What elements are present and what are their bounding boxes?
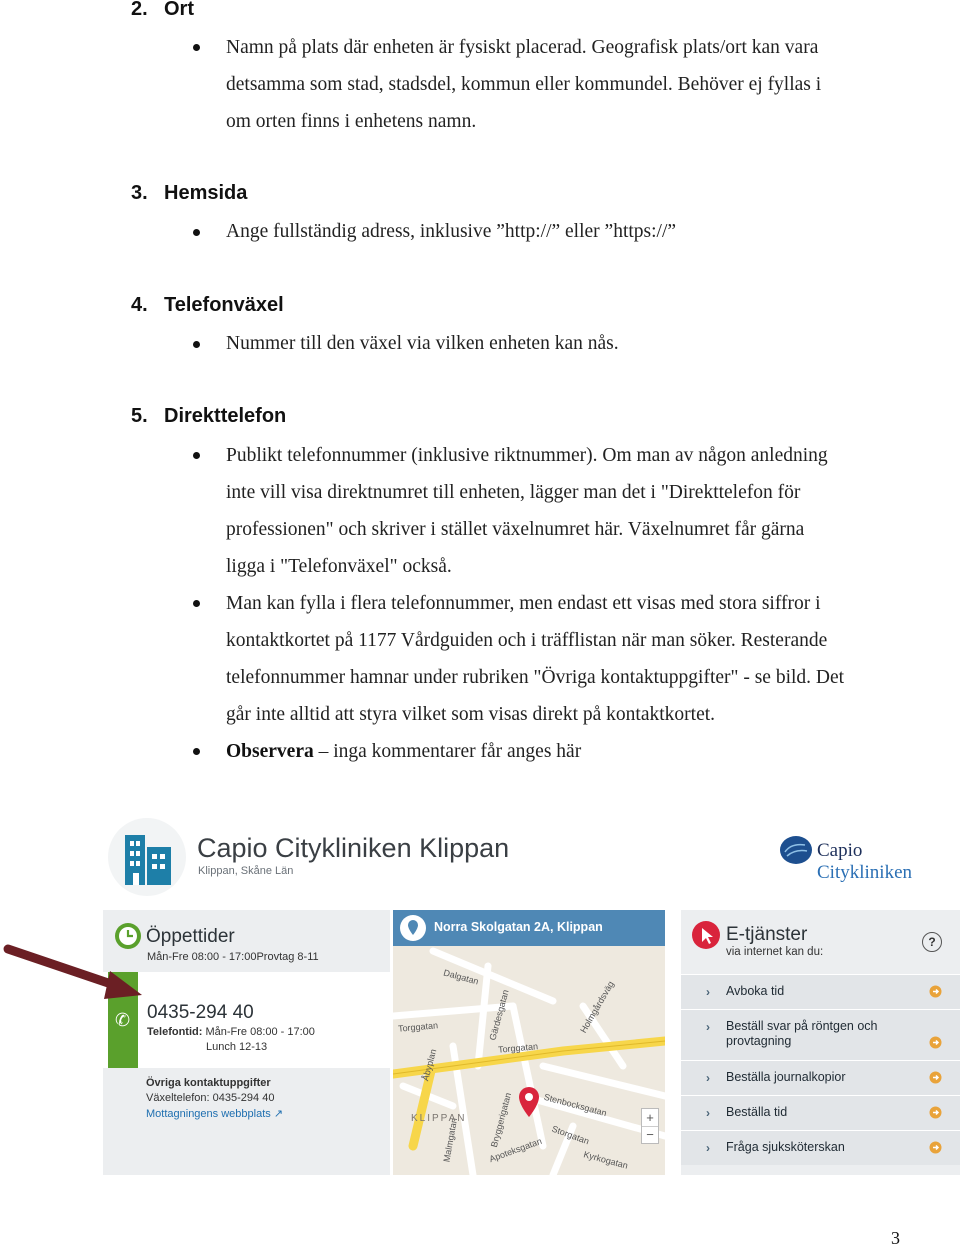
location-marker-icon[interactable] xyxy=(518,1086,540,1118)
phone-lunch: Lunch 12-13 xyxy=(206,1041,268,1053)
observera-bold: Observera xyxy=(226,741,314,762)
page-number: 3 xyxy=(891,1228,900,1248)
logo-capio: Capio xyxy=(817,840,863,861)
map-zoom-control xyxy=(641,1108,659,1144)
etjanst-label[interactable]: Avboka tid xyxy=(726,984,785,998)
website-link[interactable] xyxy=(146,1107,283,1120)
text-line: detsamma som stad, stadsdel, kommun eller kommundel. Behöver ej fyllas i xyxy=(226,74,822,95)
heading-number: 2. xyxy=(131,0,148,20)
chevron-right-icon: › xyxy=(706,1141,710,1155)
text-line: kontaktkortet på 1177 Vårdguiden och i träfflistan när man söker. Resterande xyxy=(226,630,828,651)
text-line: om orten finns i enhetens namn. xyxy=(226,111,477,132)
oppettider-hours: Mån-Fre 08:00 - 17:00Provtag 8-11 xyxy=(147,951,319,963)
text-line: telefonnummer hamnar under rubriken "Övriga kontaktuppgifter" - se bild. Det xyxy=(226,667,845,688)
bullet-dot xyxy=(193,44,200,51)
heading-number: 3. xyxy=(131,182,148,204)
heading-number: 4. xyxy=(131,294,148,316)
etjanst-label[interactable]: Beställa journalkopior xyxy=(726,1070,846,1084)
text-line: Man kan fylla i flera telefonnummer, men endast ett visas med stora siffror i xyxy=(226,593,821,614)
cursor-click-icon xyxy=(691,920,721,950)
phone-hours xyxy=(147,1026,315,1038)
text-line: professionen" och skriver i stället växelnumret här. Växelnumret får gärna xyxy=(226,519,805,540)
heading-title: Telefonväxel xyxy=(164,294,284,316)
clinic-card-screenshot xyxy=(103,810,960,1180)
bullet-dot xyxy=(193,748,200,755)
text-line: ligga i "Telefonväxel" också. xyxy=(226,556,452,577)
clinic-name: Capio Citykliniken Klippan xyxy=(197,833,510,863)
phone-icon: ✆ xyxy=(115,1010,131,1030)
etjanst-label[interactable]: Fråga sjuksköterskan xyxy=(726,1140,845,1154)
text-line: Namn på plats där enheten är fysiskt placerad. Geografisk plats/ort kan vara xyxy=(226,37,819,58)
street-label: Torggatan xyxy=(497,1041,539,1055)
etjanster-subtitle: via internet kan du: xyxy=(726,946,824,958)
map-pin-icon xyxy=(399,914,427,942)
arrow-icon xyxy=(929,1106,942,1119)
website-link-text[interactable]: Mottagningens webbplats xyxy=(146,1108,271,1120)
town-label: KLIPPAN xyxy=(411,1113,467,1124)
annotation-arrow-icon xyxy=(0,935,150,1005)
text-line: Publikt telefonnummer (inklusive riktnummer). Om man av någon anledning xyxy=(226,445,828,466)
etjanst-label[interactable]: Beställ svar på röntgen och provtagning xyxy=(726,1019,878,1048)
etjanst-label[interactable]: Beställa tid xyxy=(726,1105,788,1119)
bullet-dot xyxy=(193,229,200,236)
etjanst-item[interactable] xyxy=(681,974,960,1009)
chevron-right-icon: › xyxy=(706,1071,710,1085)
paragraph-hemsida: Ange fullständig adress, inklusive ”http://” eller ”https://” xyxy=(226,221,677,242)
bullet-dot xyxy=(193,452,200,459)
external-link-icon: ↗ xyxy=(273,1108,284,1120)
paragraph-observera xyxy=(226,733,581,770)
street-label: Torggatan xyxy=(397,1020,439,1034)
street-label: Bryggerigatan xyxy=(488,1091,514,1149)
street-label: Holmgårdsväg xyxy=(578,979,616,1035)
street-label: Malmgatan xyxy=(441,1117,460,1163)
street-label: Stenbocksgatan xyxy=(542,1091,608,1119)
heading-title: Hemsida xyxy=(164,182,248,204)
arrow-icon xyxy=(929,1036,942,1049)
map-header xyxy=(393,910,665,946)
chevron-right-icon: › xyxy=(706,985,710,999)
etjanster-panel xyxy=(681,910,960,1175)
phone-number[interactable]: 0435-294 40 xyxy=(147,1002,254,1023)
etjanst-item[interactable] xyxy=(681,1095,960,1130)
map-address: Norra Skolgatan 2A, Klippan xyxy=(434,920,603,934)
heading-title: Direkttelefon xyxy=(164,405,287,427)
street-label: Kyrkogatan xyxy=(582,1149,630,1171)
street-label: Apoteksgatan xyxy=(487,1135,544,1165)
capio-logo-icon xyxy=(779,835,813,865)
observera-text: – inga kommentarer får anges här xyxy=(313,741,582,762)
clinic-location: Klippan, Skåne Län xyxy=(198,865,294,877)
heading-ort xyxy=(131,0,194,21)
heading-telefonvaxel xyxy=(131,294,284,317)
help-icon[interactable]: ? xyxy=(922,932,942,952)
arrow-icon xyxy=(929,985,942,998)
chevron-right-icon: › xyxy=(706,1020,710,1034)
text-line: går inte alltid att styra vilket som visas direkt på kontaktkortet. xyxy=(226,704,716,725)
arrow-icon xyxy=(929,1141,942,1154)
chevron-right-icon: › xyxy=(706,1106,710,1120)
heading-title: Ort xyxy=(164,0,194,20)
bullet-dot xyxy=(193,341,200,348)
street-label: Gärdesgatan xyxy=(487,988,511,1042)
phone-hours-label: Telefontid: xyxy=(147,1026,203,1038)
phone-hours-value: Mån-Fre 08:00 - 17:00 xyxy=(205,1026,315,1038)
paragraph-telefonvaxel: Nummer till den växel via vilken enheten kan nås. xyxy=(226,333,619,354)
oppettider-title: Öppettider xyxy=(146,926,235,947)
zoom-out-button[interactable]: − xyxy=(642,1126,658,1143)
etjanst-item[interactable] xyxy=(681,1060,960,1095)
zoom-in-button[interactable]: + xyxy=(646,1110,654,1125)
paragraph-ort xyxy=(226,29,926,140)
text-line: inte vill visa direktnumret till enheten, lägger man det i "Direkttelefon för xyxy=(226,482,801,503)
map-panel[interactable] xyxy=(393,910,665,1175)
logo-citykliniken: Citykliniken xyxy=(817,862,912,883)
building-icon xyxy=(121,827,181,885)
street-label: Dalgatan xyxy=(442,967,480,987)
street-label: Storgatan xyxy=(550,1123,591,1147)
etjanst-item[interactable] xyxy=(681,1009,960,1060)
bullet-dot xyxy=(193,600,200,607)
heading-number: 5. xyxy=(131,405,148,427)
other-contacts-title: Övriga kontaktuppgifter xyxy=(146,1077,271,1089)
street-label: Åbyplan xyxy=(420,1047,439,1083)
heading-direkttelefon xyxy=(131,405,286,428)
etjanster-title: E-tjänster xyxy=(726,924,808,945)
capio-logo-text xyxy=(817,840,960,884)
etjanst-item[interactable] xyxy=(681,1130,960,1165)
heading-hemsida xyxy=(131,182,247,205)
arrow-icon xyxy=(929,1071,942,1084)
paragraph-direkt-2 xyxy=(226,585,936,733)
paragraph-direkt-1 xyxy=(226,437,926,585)
other-contacts-vaxel: Växeltelefon: 0435-294 40 xyxy=(146,1092,275,1104)
